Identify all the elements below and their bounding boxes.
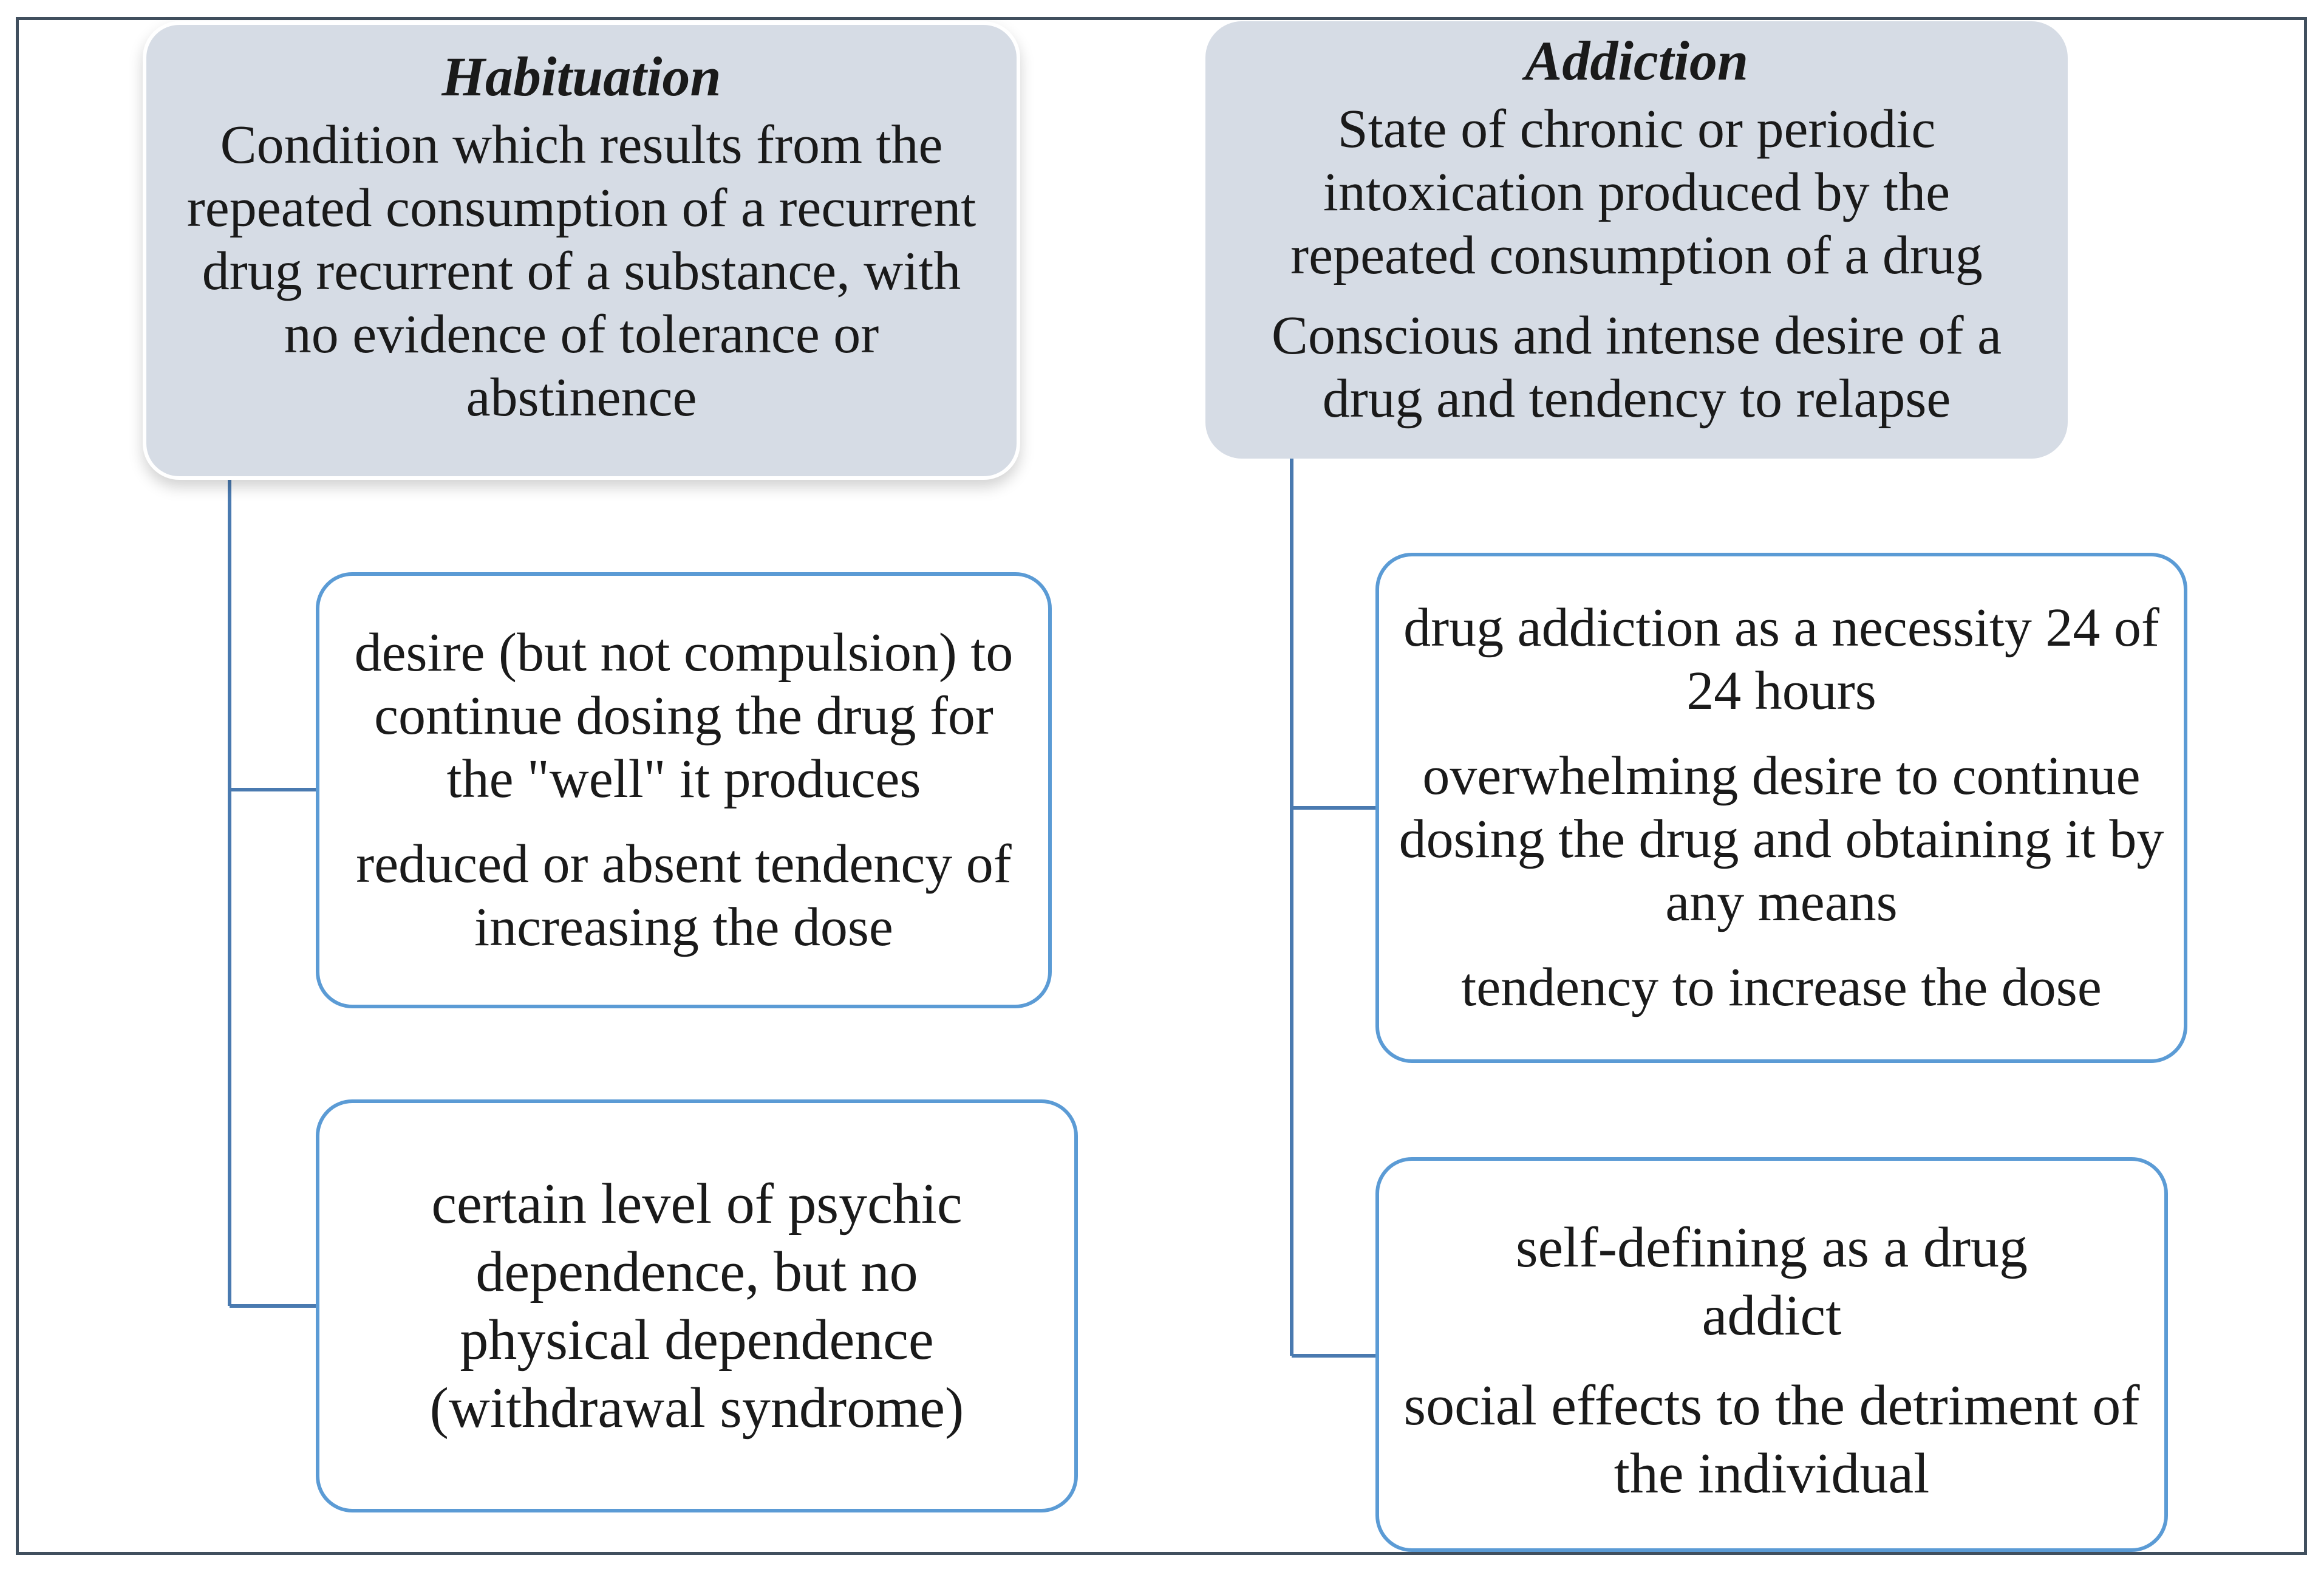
habituation-connector (230, 480, 316, 1306)
habituation-dependence-box (316, 1099, 1078, 1512)
habituation-desire-box (316, 572, 1052, 1008)
addiction-definition-2: Conscious and intense desire of a drug and tendency to relapse (1271, 306, 2002, 429)
habituation-dose-text: reduced or absent tendency of increasing the dose (356, 834, 1012, 957)
addiction-title: Addiction (1524, 30, 1749, 92)
habituation-desire-text: desire (but not compulsion) to continue dosing the drug for the "well" it produces (354, 623, 1014, 809)
addiction-overwhelming-desire-text: overwhelming desire to continue dosing the drug and obtaining it by any means (1399, 746, 2164, 932)
addiction-dose-text: tendency to increase the dose (1461, 957, 2102, 1017)
addiction-social-effects-text: social effects to the detriment of the individual (1403, 1374, 2140, 1505)
habituation-title: Habituation (441, 46, 721, 108)
habituation-definition: Condition which results from the repeated consumption of a recurrent drug recurrent of a substance, with no evidence of tolerance or abstinence (186, 115, 976, 428)
addiction-header-box (1205, 21, 2068, 459)
addiction-social-box (1375, 1157, 2168, 1552)
addiction-necessity-box (1375, 553, 2187, 1063)
addiction-connector (1292, 459, 1375, 1356)
addiction-necessity-text: drug addiction as a necessity 24 of 24 hours (1403, 598, 2159, 721)
addiction-definition-1: State of chronic or periodic intoxication produced by the repeated consumption of a drug (1290, 99, 1983, 285)
habituation-header-box (143, 21, 1020, 480)
addiction-self-defining-text: self-defining as a drug addict (1515, 1216, 2028, 1347)
habituation-dependence-text: certain level of psychic dependence, but no physical dependence (withdrawal syndrome) (429, 1172, 964, 1440)
